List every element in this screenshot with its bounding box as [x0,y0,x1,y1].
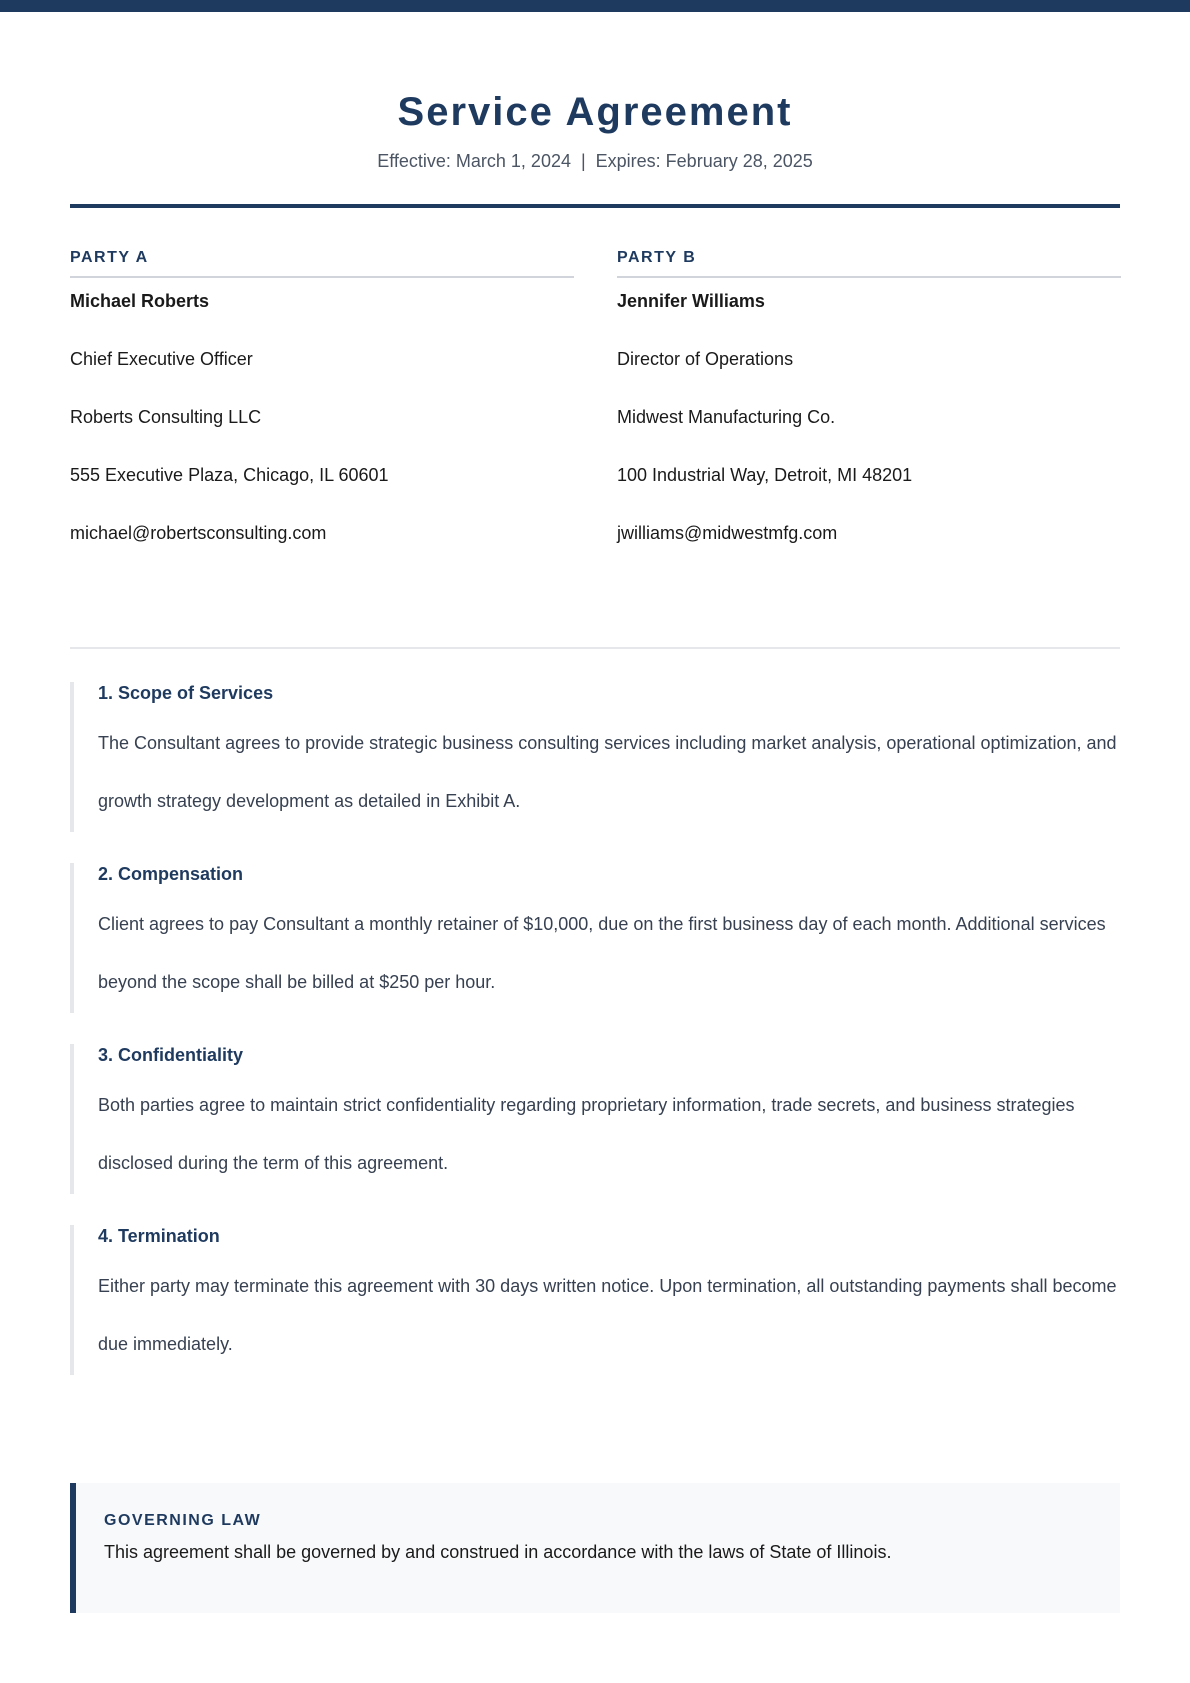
section-body: Either party may terminate this agreement with 30 days written notice. Upon termination, all outstanding payments shall become due immediately. [98,1276,1117,1354]
party-a-block [70,246,574,543]
party-a-label: PARTY A [70,246,574,278]
party-a-email: michael@robertsconsulting.com [70,523,327,543]
section-body: Client agrees to pay Consultant a monthly retainer of $10,000, due on the first business day of each month. Additional services beyond the scope shall be billed at $250 per hour. [98,914,1106,992]
section-title: 1. Scope of Services [98,683,274,703]
section-confidentiality [70,1044,1120,1194]
party-a-title: Chief Executive Officer [70,349,253,369]
party-b-email: jwilliams@midwestmfg.com [617,523,838,543]
section-compensation [70,863,1120,1013]
party-a-name: Michael Roberts [70,291,210,311]
section-termination [70,1225,1120,1375]
section-body: The Consultant agrees to provide strategic business consulting services including market analysis, operational optimization, and growth strategy development as detailed in Exhibit A. [98,733,1117,811]
party-b-address: 100 Industrial Way, Detroit, MI 48201 [617,465,913,485]
governing-law-title: GOVERNING LAW [104,1512,262,1529]
party-a-address: 555 Executive Plaza, Chicago, IL 60601 [70,465,389,485]
party-b-label: PARTY B [617,246,1121,278]
section-title: 2. Compensation [98,864,244,884]
governing-law-text: This agreement shall be governed by and construed in accordance with the laws of State of Illinois. [104,1542,892,1562]
document-dates: Effective: March 1, 2024 | Expires: February 28, 2025 [377,151,813,171]
section-scope-of-services [70,682,1120,832]
party-b-name: Jennifer Williams [617,291,765,311]
document-title: Service Agreement [397,90,793,134]
section-title: 4. Termination [98,1226,220,1246]
parties-divider [70,647,1120,649]
party-b-company: Midwest Manufacturing Co. [617,407,836,427]
top-accent-bar [0,0,1190,12]
governing-law-box [70,1483,1120,1613]
party-a-company: Roberts Consulting LLC [70,407,262,427]
section-title: 3. Confidentiality [98,1045,244,1065]
header-divider [70,204,1120,208]
section-body: Both parties agree to maintain strict confidentiality regarding proprietary information, trade secrets, and business strategies disclosed during the term of this agreement. [98,1095,1075,1173]
party-b-block [617,246,1121,543]
party-b-title: Director of Operations [617,349,794,369]
